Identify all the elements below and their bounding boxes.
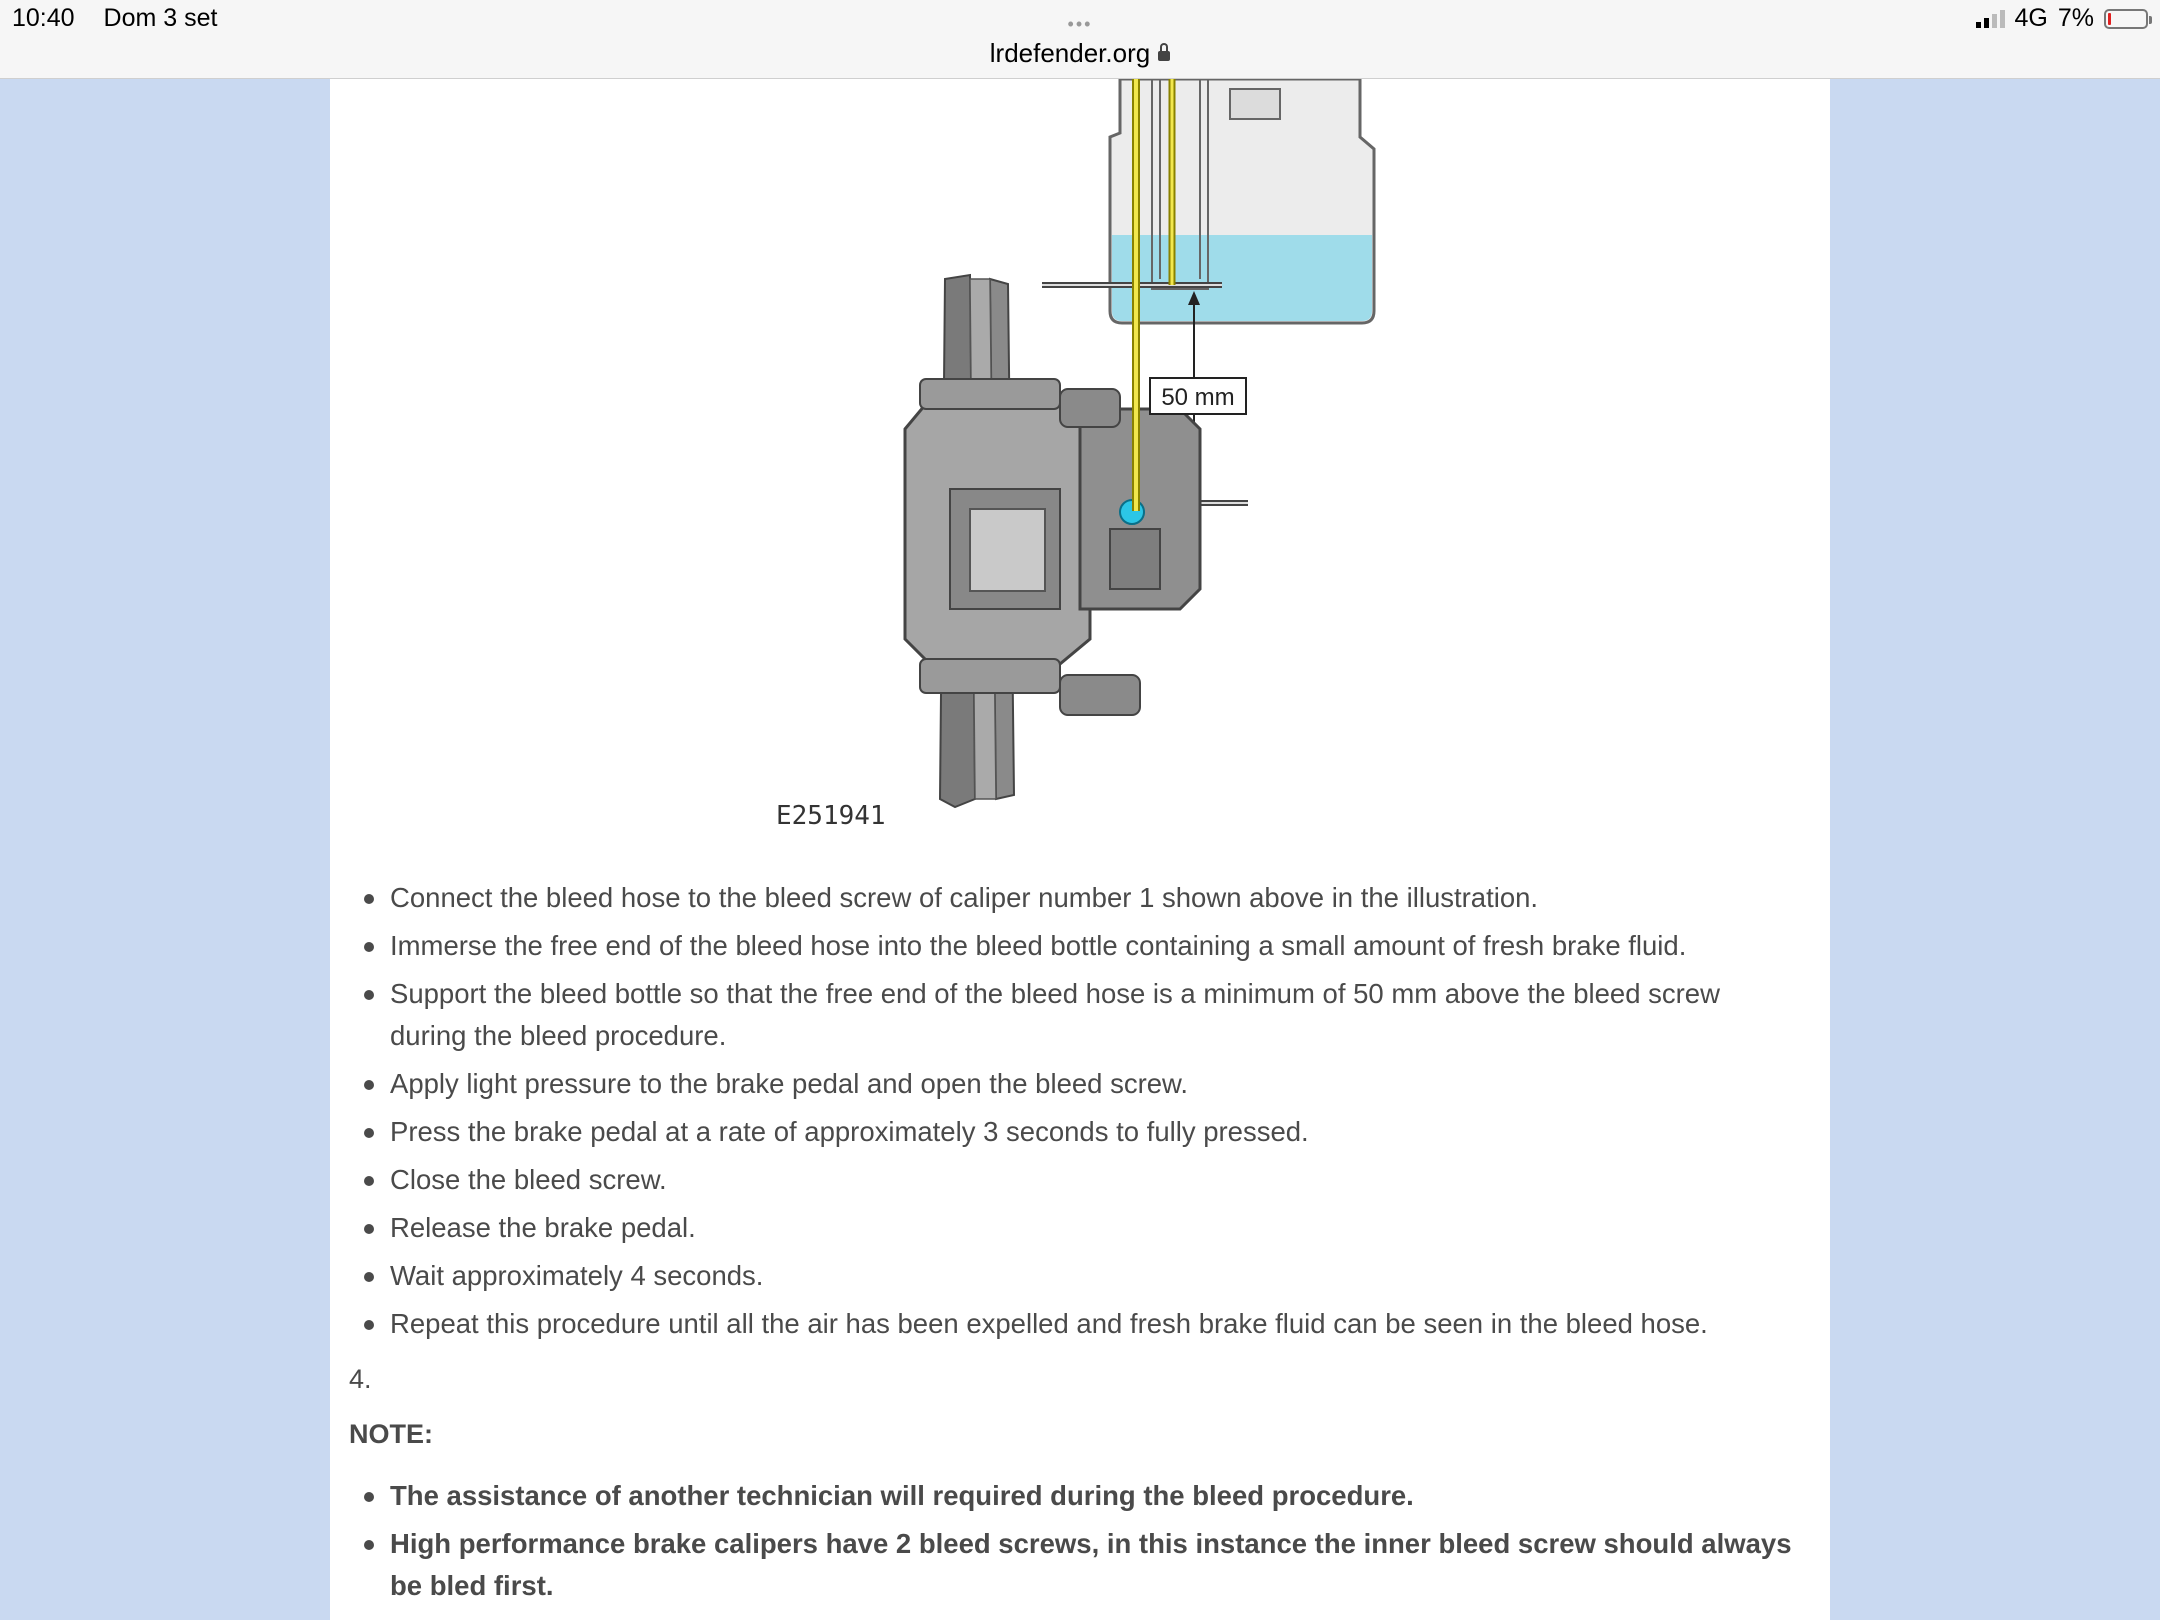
- status-bar-right: [1976, 4, 2149, 33]
- list-item: Wait approximately 4 seconds.: [354, 1255, 1794, 1297]
- list-item: Support the bleed bottle so that the free end of the bleed hose is a minimum of 50 mm above the bleed screw during the bleed procedure.: [354, 973, 1794, 1057]
- cell-signal-icon: [1976, 10, 2005, 28]
- note-list: [354, 1475, 1794, 1613]
- battery-percent: 7%: [2057, 4, 2094, 32]
- status-date: Dom 3 set: [103, 4, 218, 32]
- dimension-label: 50 mm: [1161, 384, 1235, 411]
- list-item: Release the brake pedal.: [354, 1207, 1794, 1249]
- list-item: Repeat this procedure until all the air has been expelled and fresh brake fluid can be seen in the bleed hose.: [354, 1303, 1794, 1345]
- address-bar[interactable]: [0, 38, 2160, 69]
- url-text: lrdefender.org: [989, 38, 1151, 68]
- list-item: Immerse the free end of the bleed hose into the bleed bottle containing a small amount of fresh brake fluid.: [354, 925, 1794, 967]
- step-number: 4.: [349, 1364, 372, 1394]
- lock-icon: [1158, 51, 1170, 61]
- browser-top-bar: [0, 0, 2160, 79]
- list-item: The assistance of another technician will required during the bleed procedure.: [354, 1475, 1794, 1517]
- brake-caliper-illustration: [760, 79, 1540, 839]
- network-type: 4G: [2014, 4, 2048, 32]
- note-heading: NOTE:: [349, 1419, 433, 1449]
- list-item: Apply light pressure to the brake pedal and open the bleed screw.: [354, 1063, 1794, 1105]
- figure-code: E251941: [776, 801, 886, 831]
- list-item: High performance brake calipers have 2 bleed screws, in this instance the inner bleed screw should always be bled first.: [354, 1523, 1794, 1607]
- tab-menu-dots-icon[interactable]: •••: [1067, 14, 1093, 34]
- list-item: Close the bleed screw.: [354, 1159, 1794, 1201]
- brake-caliper-icon: [905, 379, 1200, 715]
- procedure-steps: [354, 877, 1794, 1351]
- list-item: Connect the bleed hose to the bleed screw of caliper number 1 shown above in the illustration.: [354, 877, 1794, 919]
- status-time: 10:40: [12, 4, 75, 32]
- page-content: [330, 79, 1830, 1620]
- battery-icon: [2104, 9, 2148, 29]
- list-item: Press the brake pedal at a rate of approximately 3 seconds to fully pressed.: [354, 1111, 1794, 1153]
